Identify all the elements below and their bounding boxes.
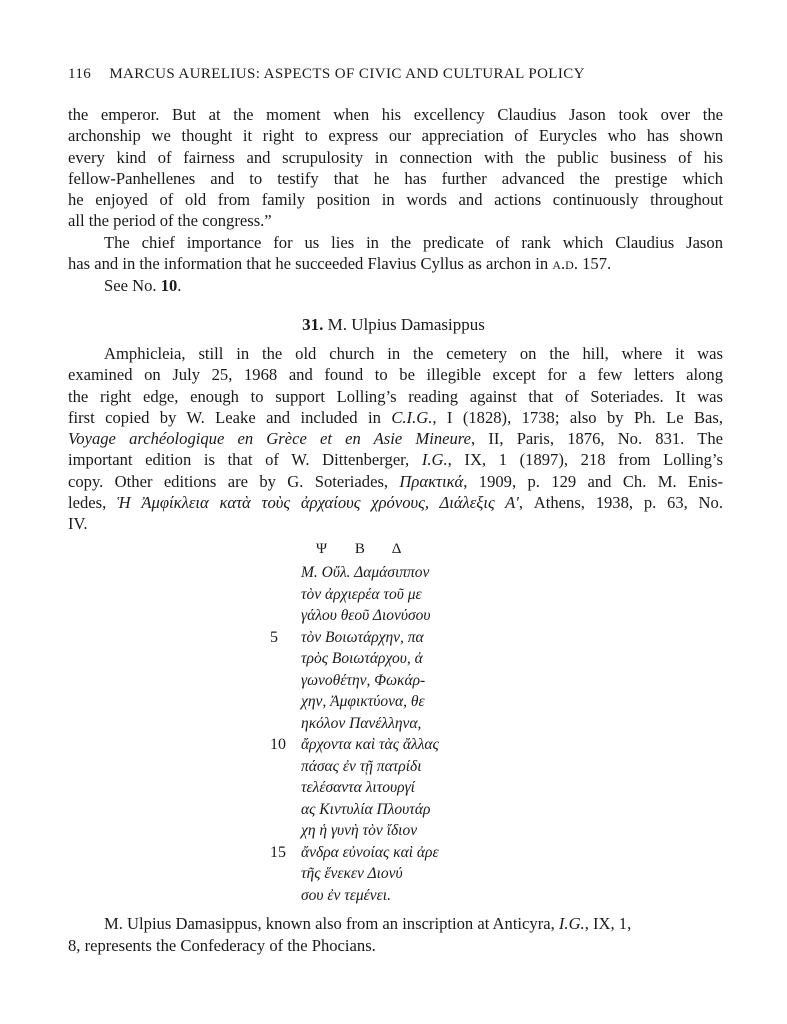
- inscription-line-text: τρὸς Βοιωτάρχου, ἀ: [301, 650, 423, 667]
- quote-paragraph: [68, 104, 723, 232]
- text-line: The chief importance for us lies in the predicate of rank which Claudius Jason: [104, 233, 723, 252]
- text-fragment: important edition is that of W. Dittenberger,: [68, 450, 422, 470]
- text-line: examined on July 25, 1968 and found to be illegible except for a few letters along: [68, 365, 723, 385]
- text-line: [68, 449, 723, 470]
- text-line: IV.: [68, 514, 88, 534]
- line-number: 5: [270, 628, 278, 646]
- text-line: [68, 428, 723, 449]
- section-title: M. Ulpius Damasippus: [327, 315, 485, 334]
- text-fragment: , 1909, p. 129 and Ch. M. Enis-: [463, 471, 723, 491]
- inscription-line-text: χην, Ἀμφικτύονα, θε: [301, 693, 425, 710]
- inscription-line-text: πάσας ἐν τῇ πατρίδι: [301, 757, 422, 775]
- text-line: Amphicleia, still in the old church in the cemetery on the hill, where it was: [104, 344, 723, 363]
- body-paragraph: [68, 343, 723, 535]
- text-line: the emperor. But at the moment when his excellency Claudius Jason took over the: [68, 105, 723, 124]
- citation-title: Voyage archéologique en Grèce et en Asie Mineure: [68, 429, 472, 449]
- text-line: 8, represents the Confederacy of the Phocians.: [68, 936, 376, 955]
- inscription-line-text: ας Κιντυλία Πλουτάρ: [301, 800, 431, 818]
- text-line: [68, 407, 723, 428]
- text-fragment: M. Ulpius Damasippus, known also from an inscription at Anticyra,: [104, 914, 559, 933]
- text-line: fellow-Panhellenes and to testify that he has further advanced the prestige which: [68, 168, 723, 188]
- text-line: [68, 471, 723, 492]
- text-line: archonship we thought it right to express our appreciation of Eurycles who has shown: [68, 126, 723, 146]
- running-header: [68, 66, 585, 83]
- text-line: all the period of the congress.”: [68, 211, 272, 231]
- section-number: 31.: [302, 315, 324, 334]
- text-line: [68, 253, 723, 274]
- text-line: the right edge, enough to support Lolling’s reading against that of Soteriades. It was: [68, 386, 723, 406]
- inscription-line-text: τῆς ἕνεκεν Διονύ: [301, 865, 403, 882]
- citation-title: I.G.: [558, 914, 585, 933]
- citation-title: Πρακτικά: [399, 471, 464, 491]
- text-fragment: , Athens, 1938, p. 63, No.: [518, 493, 723, 513]
- running-title: MARCUS AURELIUS: ASPECTS OF CIVIC AND CULTURAL POLICY: [109, 66, 585, 82]
- inscription-line-text: ἄρχοντα καὶ τὰς ἄλλας: [301, 736, 439, 753]
- inscription-line-text: τὸν Βοιωτάρχην, πα: [301, 628, 424, 646]
- section-heading: [0, 315, 787, 335]
- text-fragment: first copied by W. Leake and included in: [68, 407, 392, 427]
- text-fragment: has and in the information that he succeeded Flavius Cyllus as archon in: [68, 254, 553, 274]
- see-also-suffix: .: [177, 275, 182, 295]
- inscription-line-text: γάλου θεοῦ Διονύσου: [301, 607, 431, 624]
- citation-title: Ἡ Ἀμφίκλεια κατὰ τοὺς ἀρχαίους χρόνους, Διάλεξις Αʹ: [117, 493, 519, 513]
- text-fragment: , IX, 1 (1897), 218 from Lolling’s: [447, 450, 723, 470]
- text-fragment: 157.: [577, 254, 612, 274]
- line-number: 10: [270, 736, 286, 753]
- text-fragment: , II, Paris, 1876, No. 831. The: [471, 429, 723, 449]
- final-paragraph: [68, 913, 728, 957]
- text-fragment: , I (1828), 1738; also by Ph. Le Bas,: [432, 407, 723, 427]
- line-number: 15: [270, 843, 286, 861]
- see-also-prefix: See No.: [104, 275, 161, 295]
- text-line: every kind of fairness and scrupulosity in connection with the public business of his: [68, 147, 723, 167]
- inscription-line-text: ηκόλον Πανέλληνα,: [301, 714, 422, 732]
- era-abbreviation: a.d.: [552, 254, 578, 274]
- text-line: [68, 492, 723, 513]
- text-line: [68, 913, 728, 935]
- see-also-line: [68, 275, 723, 296]
- text-fragment: copy. Other editions are by G. Soteriades,: [68, 471, 400, 491]
- page-number: 116: [68, 66, 92, 82]
- inscription-line-text: Μ. Οὔλ. Δαμάσιππον: [301, 564, 430, 581]
- text-fragment: , IX, 1,: [584, 914, 632, 933]
- text-fragment: ledes,: [68, 493, 118, 513]
- inscription-line-text: τελέσαντα λιτουργί: [301, 779, 415, 796]
- importance-paragraph: [68, 232, 723, 296]
- inscription-line-text: γωνοθέτην, Φωκάρ-: [301, 671, 426, 689]
- inscription-line-text: τὸν ἀρχιερέα τοῦ με: [301, 585, 422, 603]
- inscription-header-letters: Ψ Β Δ: [316, 541, 402, 557]
- text-line: he enjoyed of old from family position in words and actions continuously throughout: [68, 190, 723, 210]
- see-also-number: 10: [160, 275, 178, 295]
- inscription-line-text: ἄνδρα εὐνοίας καὶ ἀρε: [301, 843, 439, 861]
- citation-title: C.I.G.: [391, 407, 433, 427]
- inscription-line-text: χη ἡ γυνὴ τὸν ἴδιον: [301, 822, 418, 839]
- citation-title: I.G.: [421, 450, 448, 470]
- inscription-line-text: σου ἐν τεμένει.: [301, 886, 391, 904]
